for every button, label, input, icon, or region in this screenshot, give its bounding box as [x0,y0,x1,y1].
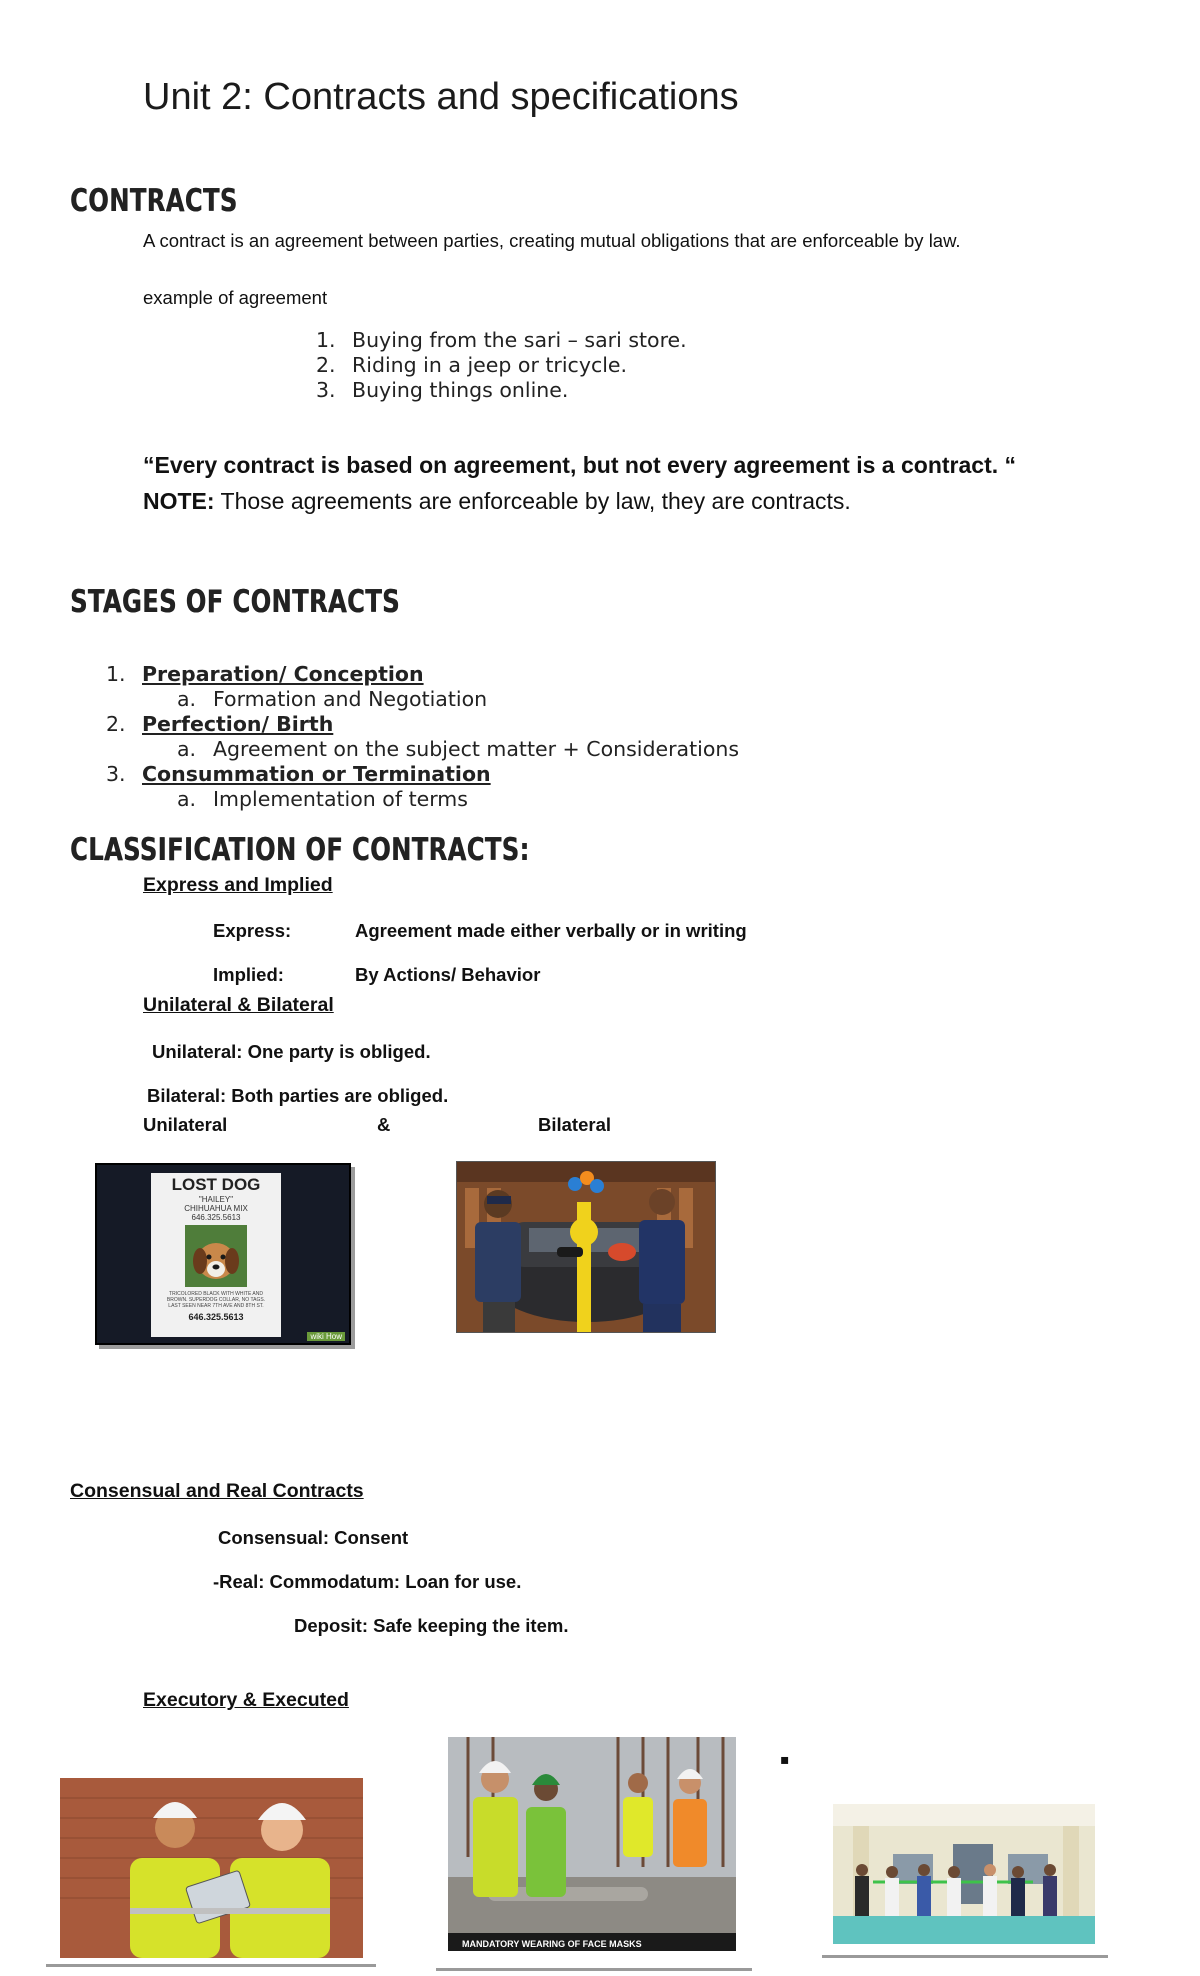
subheading-unilateral-bilateral: Unilateral & Bilateral [143,994,334,1016]
ribbon-cutting-image [833,1804,1095,1944]
example-item-1 [316,328,687,352]
stage-title: Perfection/ Birth [142,712,334,736]
express-text: Agreement made either verbally or in writing [355,920,747,941]
stage-item-3 [106,762,491,786]
stage-sub-text: Implementation of terms [213,787,468,811]
list-number: 2. [106,712,126,736]
stage-item-2 [106,712,333,736]
poster-dog-name: "HAILEY" [198,1195,234,1204]
implied-text: By Actions/ Behavior [355,964,541,985]
stage-title: Preparation/ Conception [142,662,424,686]
subheading-consensual-real: Consensual and Real Contracts [70,1480,364,1502]
stage-sub-text: Formation and Negotiation [213,687,488,711]
poster-bottom-phone: 646.325.5613 [188,1312,244,1322]
list-number: 1. [316,328,336,352]
deposit-definition: Deposit: Safe keeping the item. [294,1615,569,1636]
unilateral-definition: Unilateral: One party is obliged. [152,1041,431,1062]
real-definition: -Real: Commodatum: Loan for use. [213,1571,522,1592]
section-heading-stages: STAGES OF CONTRACTS [70,584,400,620]
caption-bilateral: Bilateral [538,1114,612,1135]
caption-ampersand: & [377,1114,391,1135]
poster-breed: CHIHUAHUA MIX [184,1204,248,1213]
page-title: Unit 2: Contracts and specifications [143,76,739,118]
example-item-2 [316,353,627,377]
example-item-3 [316,378,568,402]
subheading-express-implied: Express and Implied [143,874,333,896]
poster-paper [151,1173,281,1337]
engineers-tablet-image [60,1778,363,1958]
bullet-dot: ▪ [780,1752,790,1768]
section-heading-contracts: CONTRACTS [70,183,238,219]
stage-sub-2 [177,737,739,761]
photo-underline-2 [436,1968,752,1971]
list-number: 3. [316,378,336,402]
stage-sub-text: Agreement on the subject matter + Considerations [213,737,740,761]
stage-sub-3 [177,787,468,811]
caption-unilateral: Unilateral [143,1114,228,1135]
list-number: 3. [106,762,126,786]
contract-definition: A contract is an agreement between parties, creating mutual obligations that are enforceable by law. [143,230,961,251]
list-number: 2. [316,353,336,377]
photo-caption-face-masks: MANDATORY WEARING OF FACE MASKS [462,1939,642,1949]
dog-photo-icon [185,1225,247,1287]
engineers-tablet-illustration [60,1778,363,1958]
subheading-executory-executed: Executory & Executed [143,1689,349,1711]
list-letter: a. [177,737,197,761]
bilateral-definition: Bilateral: Both parties are obliged. [147,1085,449,1106]
car-handover-illustration [457,1162,715,1332]
photo-underline-1 [46,1964,376,1967]
car-handover-image [456,1161,716,1333]
construction-site-illustration [448,1737,736,1951]
note-label: NOTE: [143,488,215,514]
construction-site-image [448,1737,736,1951]
example-label: example of agreement [143,287,328,308]
photo-underline-3 [822,1955,1108,1958]
list-text: Riding in a jeep or tricycle. [352,353,628,377]
poster-title: LOST DOG [171,1175,261,1194]
list-letter: a. [177,787,197,811]
list-number: 1. [106,662,126,686]
contract-note [143,488,851,515]
note-text: Those agreements are enforceable by law, they are contracts. [214,488,851,514]
poster-details: TRICOLORED BLACK WITH WHITE AND BROWN. SUPERDOG COLLAR, NO TAGS. LAST SEEN NEAR 7TH AVE AND 8TH ST. [166,1291,266,1309]
contract-quote: “Every contract is based on agreement, but not every agreement is a contract. “ [143,452,1017,478]
ribbon-cutting-illustration [833,1804,1095,1944]
list-letter: a. [177,687,197,711]
implied-label: Implied: [213,964,284,985]
poster-phone: 646.325.5613 [191,1213,241,1222]
wikihow-watermark: wiki How [307,1332,345,1341]
express-label: Express: [213,920,292,941]
stage-item-1 [106,662,424,686]
list-text: Buying from the sari – sari store. [352,328,687,352]
stage-title: Consummation or Termination [142,762,491,786]
lost-dog-poster-image [95,1163,351,1345]
consensual-definition: Consensual: Consent [218,1527,409,1548]
stage-sub-1 [177,687,487,711]
section-heading-classification: CLASSIFICATION OF CONTRACTS: [70,832,530,868]
list-text: Buying things online. [352,378,569,402]
